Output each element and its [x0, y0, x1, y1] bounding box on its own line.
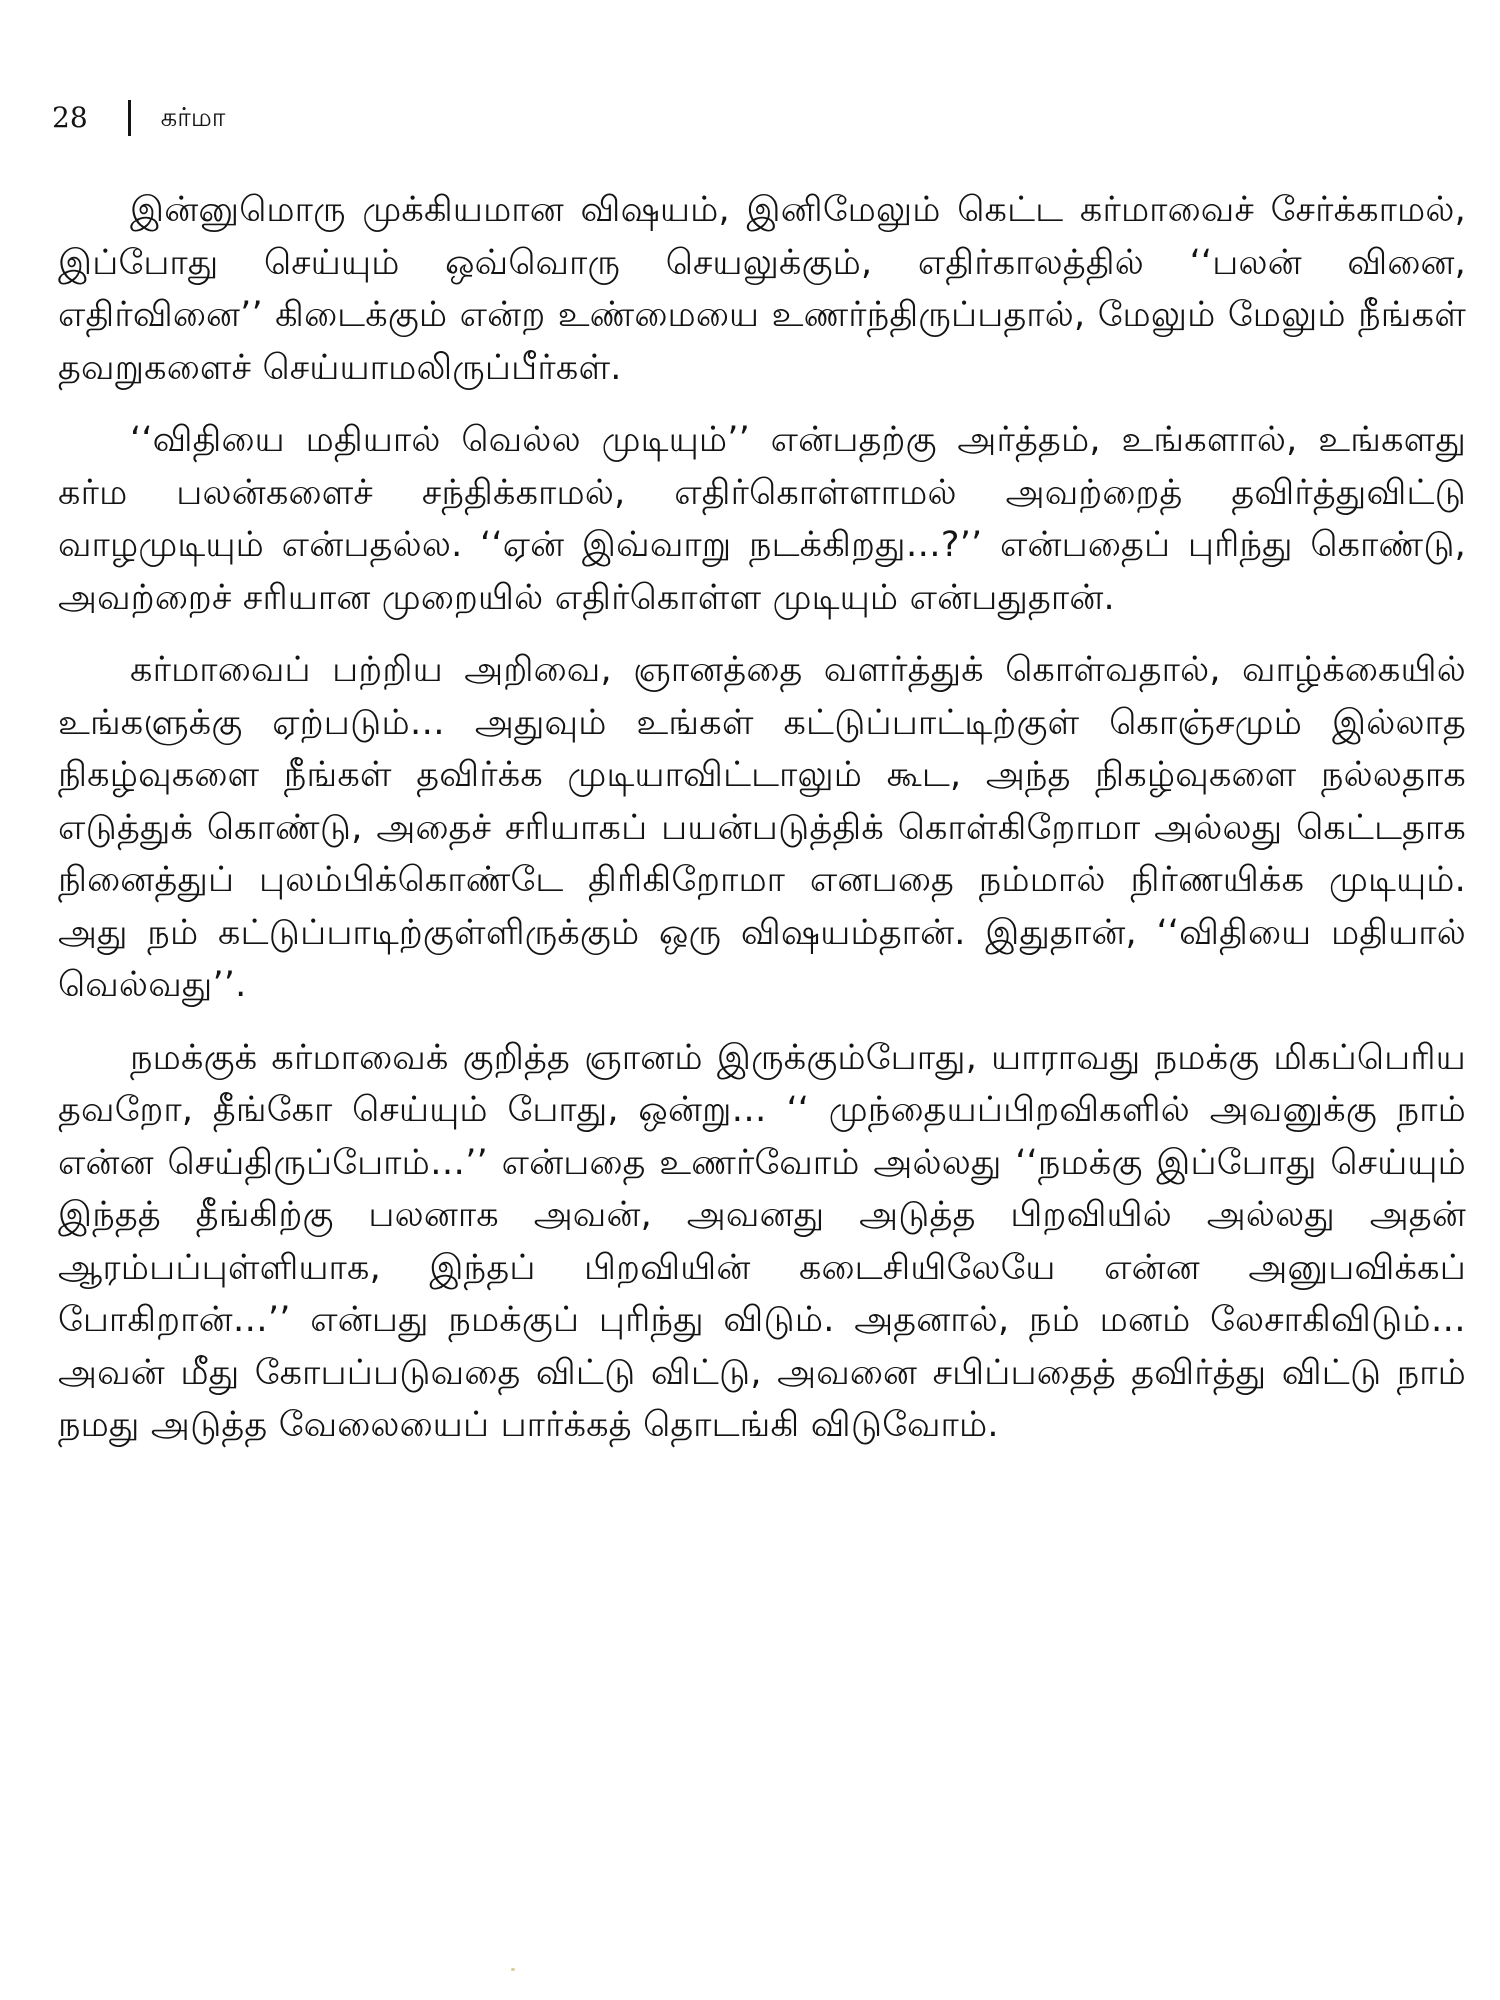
- body-text: [58, 184, 1466, 1452]
- paper-speck: [511, 1968, 515, 1971]
- paragraph: நமக்குக் கர்மாவைக் குறித்த ஞானம் இருக்கும்போது, யாராவது நமக்கு மிகப்பெரிய தவறோ, தீங்கோ செய்யும் போது, ஒன்று… ‘‘ முந்தையப்பிறவிகளில் அவனுக்கு நாம் என்ன செய்திருப்போம்…’’ என்பதை உணர்வோம் அல்லது ‘‘நமக்கு இப்போது செய்யும் இந்தத் தீங்கிற்கு பலனாக அவன், அவனது அடுத்த பிறவியில் அல்லது அதன் ஆரம்பப்புள்ளியாக, இந்தப் பிறவியின் கடைசியிலேயே என்ன அனுபவிக்கப் போகிறான்…’’ என்பது நமக்குப் புரிந்து விடும். அதனால், நம் மனம் லேசாகிவிடும்… அவன் மீது கோபப்படுவதை விட்டு விட்டு, அவனை சபிப்பதைத் தவிர்த்து விட்டு நாம் நமது அடுத்த வேலையைப் பார்க்கத் தொடங்கி விடுவோம்.: [58, 1037, 1466, 1445]
- running-header: [52, 96, 225, 140]
- page-number: 28: [52, 101, 88, 134]
- book-title: கர்மா: [160, 103, 226, 133]
- header-divider: [128, 100, 131, 136]
- paragraph: ‘‘விதியை மதியால் வெல்ல முடியும்’’ என்பதற்கு அர்த்தம், உங்களால், உங்களது கர்ம பலன்களைச் சந்திக்காமல், எதிர்கொள்ளாமல் அவற்றைத் தவிர்த்துவிட்டு வாழமுடியும் என்பதல்ல. ‘‘ஏன் இவ்வாறு நடக்கிறது…?’’ என்பதைப் புரிந்து கொண்டு, அவற்றைச் சரியான முறையில் எதிர்கொள்ள முடியும் என்பதுதான்.: [58, 420, 1466, 618]
- paragraph: இன்னுமொரு முக்கியமான விஷயம், இனிமேலும் கெட்ட கர்மாவைச் சேர்க்காமல், இப்போது செய்யும் ஒவ்வொரு செயலுக்கும், எதிர்காலத்தில் ‘‘பலன் வினை, எதிர்வினை’’ கிடைக்கும் என்ற உண்மையை உணர்ந்திருப்பதால், மேலும் மேலும் நீங்கள் தவறுகளைச் செய்யாமலிருப்பீர்கள்.: [58, 190, 1466, 388]
- paragraph: கர்மாவைப் பற்றிய அறிவை, ஞானத்தை வளர்த்துக் கொள்வதால், வாழ்க்கையில் உங்களுக்கு ஏற்படும்… அதுவும் உங்கள் கட்டுப்பாட்டிற்குள் கொஞ்சமும் இல்லாத நிகழ்வுகளை நீங்கள் தவிர்க்க முடியாவிட்டாலும் கூட, அந்த நிகழ்வுகளை நல்லதாக எடுத்துக் கொண்டு, அதைச் சரியாகப் பயன்படுத்திக் கொள்கிறோமா அல்லது கெட்டதாக நினைத்துப் புலம்பிக்கொண்டே திரிகிறோமா எனபதை நம்மால் நிர்ணயிக்க முடியும். அது நம் கட்டுப்பாடிற்குள்ளிருக்கும் ஒரு விஷயம்தான். இதுதான், ‘‘விதியை மதியால் வெல்வது’’.: [58, 650, 1466, 1005]
